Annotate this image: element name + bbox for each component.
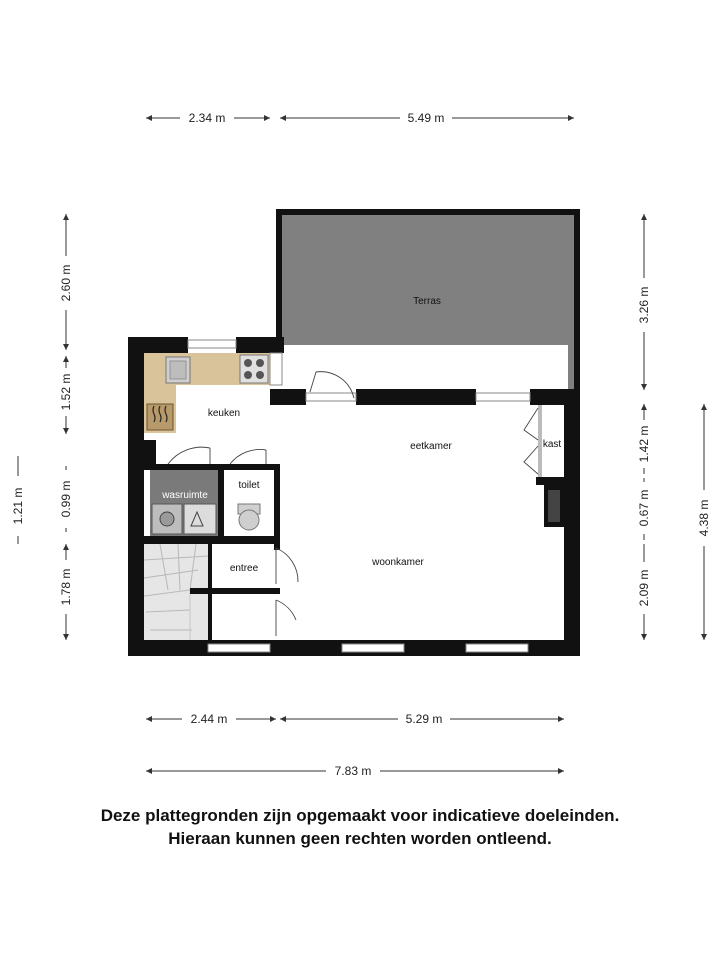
dim-bottom-right: 5.29 m — [405, 712, 443, 726]
disclaimer — [0, 804, 720, 850]
dim-top-left: 2.34 m — [188, 111, 226, 125]
label-wasruimte: wasruimte — [162, 490, 208, 501]
oven-icon — [147, 404, 173, 430]
dim-left-outer: 1.21 m — [11, 487, 25, 525]
stove-icon — [240, 355, 268, 383]
dim-top-right: 5.49 m — [407, 111, 445, 125]
disclaimer-line-2: Hieraan kunnen geen rechten worden ontleend. — [168, 829, 552, 848]
toilet-icon — [238, 504, 260, 530]
label-toilet: toilet — [238, 480, 260, 491]
dim-right-mid1: 1.42 m — [637, 425, 651, 463]
dim-right-mid2: 0.67 m — [637, 489, 651, 527]
dim-left-lower: 1.78 m — [59, 568, 73, 606]
label-keuken: keuken — [207, 408, 241, 419]
dim-left-inner: 0.99 m — [59, 480, 73, 518]
dim-left-upper: 2.60 m — [59, 264, 73, 302]
label-woonkamer: woonkamer — [372, 557, 424, 568]
dim-bottom-left: 2.44 m — [190, 712, 228, 726]
dim-right-upper: 3.26 m — [637, 286, 651, 324]
dim-right-outer: 4.38 m — [697, 499, 711, 537]
dim-right-lower: 2.09 m — [637, 569, 651, 607]
label-terras: Terras — [413, 296, 441, 307]
dim-left-middle: 1.52 m — [59, 373, 73, 411]
dim-bottom-total: 7.83 m — [334, 764, 372, 778]
label-entree: entree — [229, 563, 259, 574]
disclaimer-line-1: Deze plattegronden zijn opgemaakt voor indicatieve doeleinden. — [100, 806, 620, 825]
label-eetkamer: eetkamer — [410, 441, 452, 452]
label-kast: kast — [542, 439, 562, 450]
